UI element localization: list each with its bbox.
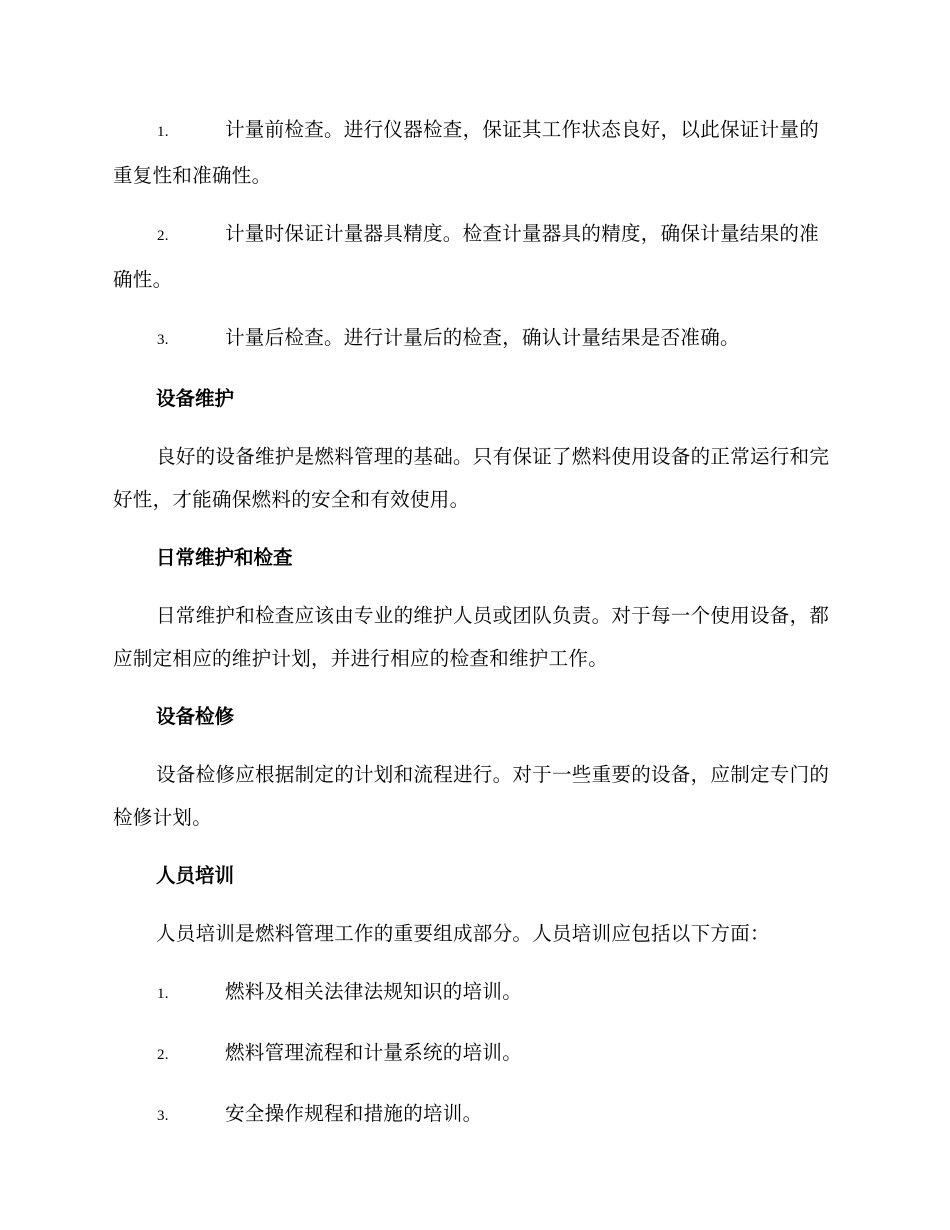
list-number: 1.: [157, 124, 169, 140]
list-number: 3.: [157, 332, 169, 348]
list-text: 安全操作规程和措施的培训。: [225, 1102, 483, 1125]
list-text: 计量时保证计量器具精度。检查计量器具的精度，确保计量结果的准确性。: [113, 222, 820, 291]
list-item: [113, 1031, 833, 1077]
section-heading-equipment-repair: 设备检修: [156, 705, 235, 728]
document-content: [113, 108, 833, 1153]
section-paragraph: 人员培训是燃料管理工作的重要组成部分。人员培训应包括以下方面：: [156, 922, 770, 945]
list-item: [113, 108, 833, 197]
section-paragraph: 良好的设备维护是燃料管理的基础。只有保证了燃料使用设备的正常运行和完好性，才能确保燃料的安全和有效使用。: [113, 445, 830, 511]
section-heading-staff-training: 人员培训: [156, 864, 235, 887]
list-text: 燃料管理流程和计量系统的培训。: [225, 1041, 523, 1064]
list-number: 2.: [157, 228, 169, 244]
list-number: 1.: [157, 986, 169, 1002]
section-paragraph: 设备检修应根据制定的计划和流程进行。对于一些重要的设备，应制定专门的检修计划。: [113, 763, 830, 829]
list-item: [113, 970, 833, 1016]
list-number: 2.: [157, 1047, 169, 1063]
section-paragraph: 日常维护和检查应该由专业的维护人员或团队负责。对于每一个使用设备，都应制定相应的维护计划，并进行相应的检查和维护工作。: [113, 604, 830, 670]
list-number: 3.: [157, 1108, 169, 1124]
list-item: [113, 1092, 833, 1138]
list-text: 计量后检查。进行计量后的检查，确认计量结果是否准确。: [225, 326, 740, 349]
list-item: [113, 212, 833, 301]
section-heading-daily-maintenance: 日常维护和检查: [156, 546, 293, 569]
list-item: [113, 316, 833, 362]
section-heading-equipment-maintenance: 设备维护: [156, 387, 235, 410]
list-text: 燃料及相关法律法规知识的培训。: [225, 980, 523, 1003]
list-text: 计量前检查。进行仪器检查，保证其工作状态良好，以此保证计量的重复性和准确性。: [113, 118, 820, 187]
